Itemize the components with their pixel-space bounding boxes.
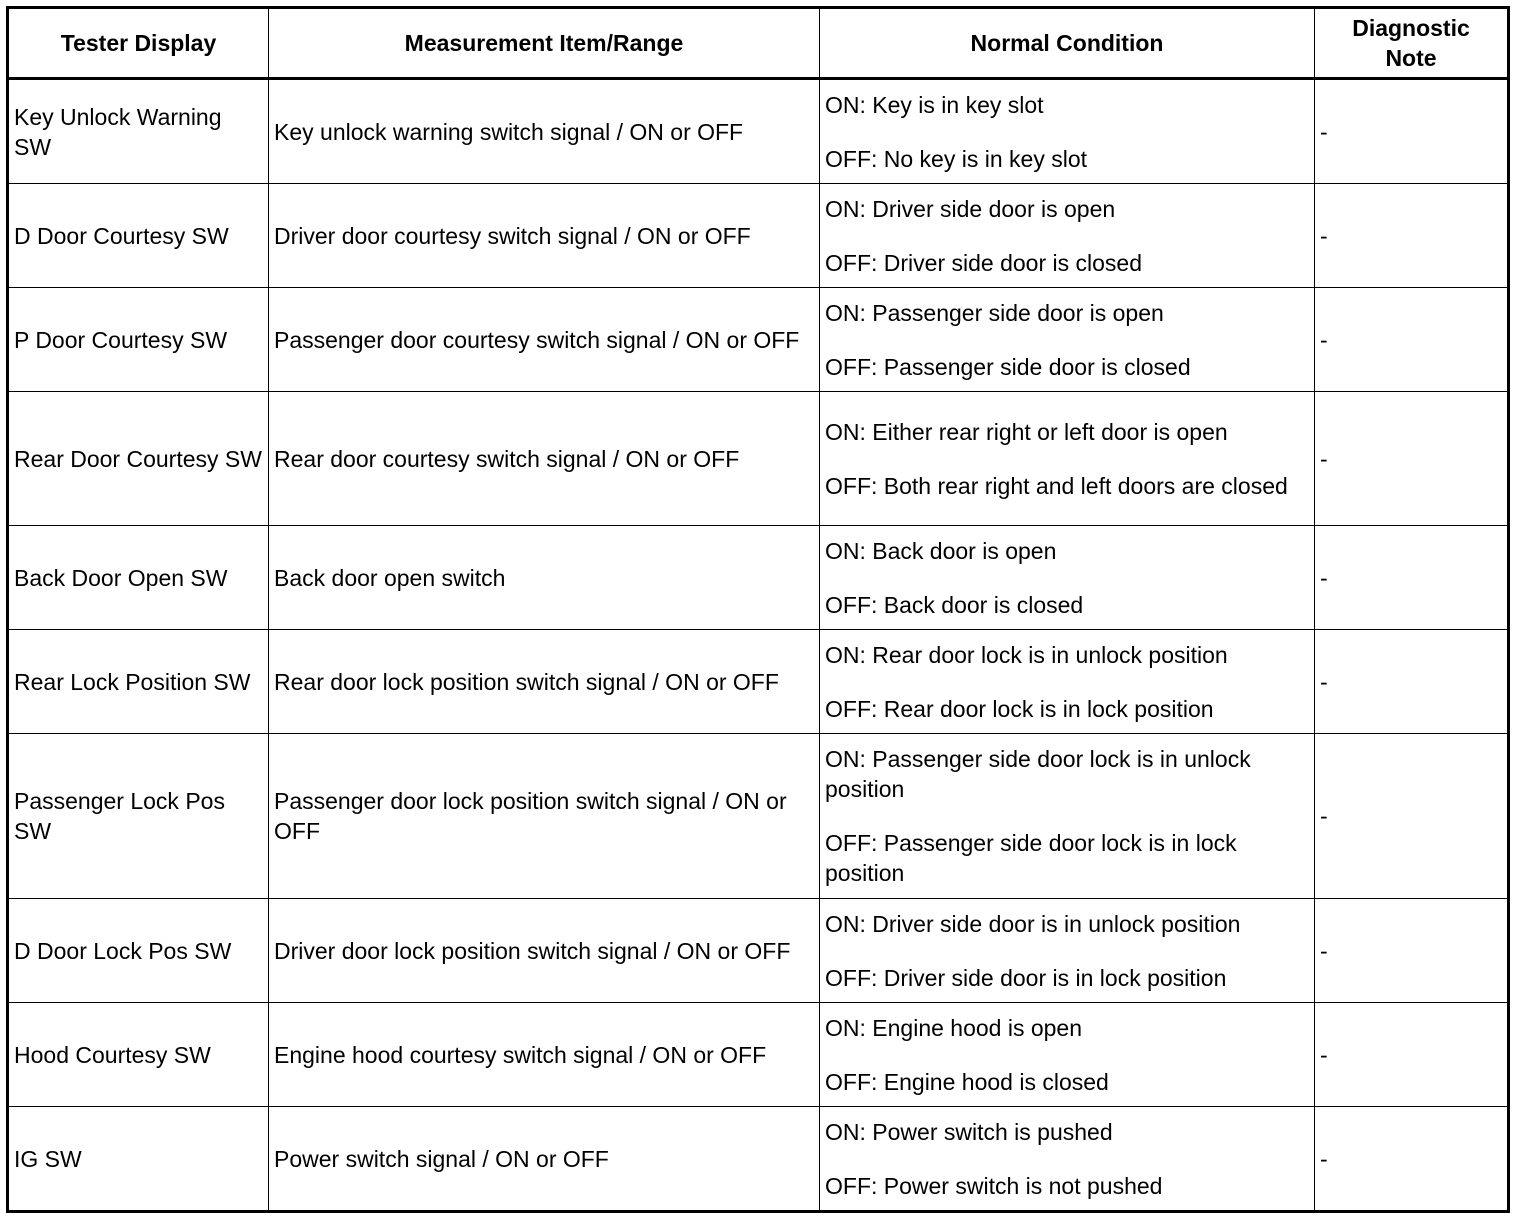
table-row [8,734,1509,899]
diagnostic-note-cell: - [1315,899,1509,1003]
condition-off-text: OFF: Passenger side door is closed [825,353,1191,380]
condition-on-text: ON: Driver side door is open [825,195,1116,222]
table-row [8,184,1509,288]
measurement-cell: Back door open switch [269,526,820,630]
condition-on-text: ON: Power switch is pushed [825,1118,1113,1145]
condition-off-text: OFF: Engine hood is closed [825,1068,1109,1095]
tester-display-cell: Rear Door Courtesy SW [8,392,269,526]
diagnostic-note-cell: - [1315,734,1509,899]
normal-condition-cell [820,184,1315,288]
normal-condition-cell [820,392,1315,526]
normal-condition-cell [820,1107,1315,1212]
data-list-table [6,6,1510,1213]
measurement-cell: Power switch signal / ON or OFF [269,1107,820,1212]
normal-condition-cell [820,630,1315,734]
condition-off-text: OFF: No key is in key slot [825,145,1088,172]
condition-on-text: ON: Driver side door is in unlock position [825,910,1241,937]
normal-condition-cell [820,288,1315,392]
normal-condition-cell [820,526,1315,630]
normal-condition-cell [820,734,1315,899]
diagnostic-note-cell: - [1315,1107,1509,1212]
measurement-cell: Rear door courtesy switch signal / ON or OFF [269,392,820,526]
tester-display-cell: IG SW [8,1107,269,1212]
measurement-cell: Engine hood courtesy switch signal / ON or OFF [269,1003,820,1107]
diagnostic-note-cell: - [1315,184,1509,288]
tester-display-cell: Hood Courtesy SW [8,1003,269,1107]
table-row [8,79,1509,184]
tester-display-cell: Rear Lock Position SW [8,630,269,734]
measurement-cell: Rear door lock position switch signal / ON or OFF [269,630,820,734]
condition-on-text: ON: Back door is open [825,537,1057,564]
normal-condition-cell [820,1003,1315,1107]
tester-display-cell: D Door Lock Pos SW [8,899,269,1003]
table-row [8,899,1509,1003]
diagnostic-note-cell: - [1315,79,1509,184]
normal-condition-cell [820,899,1315,1003]
condition-on-text: ON: Passenger side door is open [825,299,1164,326]
table-row [8,526,1509,630]
condition-off-text: OFF: Rear door lock is in lock position [825,695,1214,722]
tester-display-cell: P Door Courtesy SW [8,288,269,392]
measurement-cell: Key unlock warning switch signal / ON or OFF [269,79,820,184]
condition-on-text: ON: Either rear right or left door is open [825,418,1228,445]
condition-off-text: OFF: Both rear right and left doors are closed [825,472,1288,499]
tester-display-cell: Key Unlock Warning SW [8,79,269,184]
normal-condition-cell [820,79,1315,184]
header-normal-condition: Normal Condition [820,8,1315,79]
condition-off-text: OFF: Power switch is not pushed [825,1172,1163,1199]
tester-display-cell: Passenger Lock Pos SW [8,734,269,899]
condition-off-text: OFF: Driver side door is closed [825,249,1142,276]
diagnostic-note-cell: - [1315,288,1509,392]
table-row [8,1003,1509,1107]
diagnostic-note-cell: - [1315,526,1509,630]
condition-on-text: ON: Rear door lock is in unlock position [825,641,1228,668]
table-row [8,288,1509,392]
condition-on-text: ON: Engine hood is open [825,1014,1083,1041]
condition-off-text: OFF: Driver side door is in lock position [825,964,1227,991]
condition-off-text: OFF: Passenger side door lock is in lock position [825,830,1237,886]
tester-display-cell: Back Door Open SW [8,526,269,630]
measurement-cell: Driver door courtesy switch signal / ON or OFF [269,184,820,288]
condition-on-text: ON: Passenger side door lock is in unlock position [825,746,1251,802]
diagnostic-note-cell: - [1315,630,1509,734]
condition-off-text: OFF: Back door is closed [825,591,1084,618]
header-tester-display: Tester Display [8,8,269,79]
tester-display-cell: D Door Courtesy SW [8,184,269,288]
diagnostic-note-cell: - [1315,392,1509,526]
diagnostic-note-cell: - [1315,1003,1509,1107]
measurement-cell: Passenger door lock position switch signal / ON or OFF [269,734,820,899]
table-row [8,1107,1509,1212]
table-header-row [8,8,1509,79]
header-measurement-item-range: Measurement Item/Range [269,8,820,79]
measurement-cell: Passenger door courtesy switch signal / ON or OFF [269,288,820,392]
table-row [8,630,1509,734]
table-row [8,392,1509,526]
header-diagnostic-note: Diagnostic Note [1315,8,1509,79]
condition-on-text: ON: Key is in key slot [825,91,1044,118]
measurement-cell: Driver door lock position switch signal / ON or OFF [269,899,820,1003]
